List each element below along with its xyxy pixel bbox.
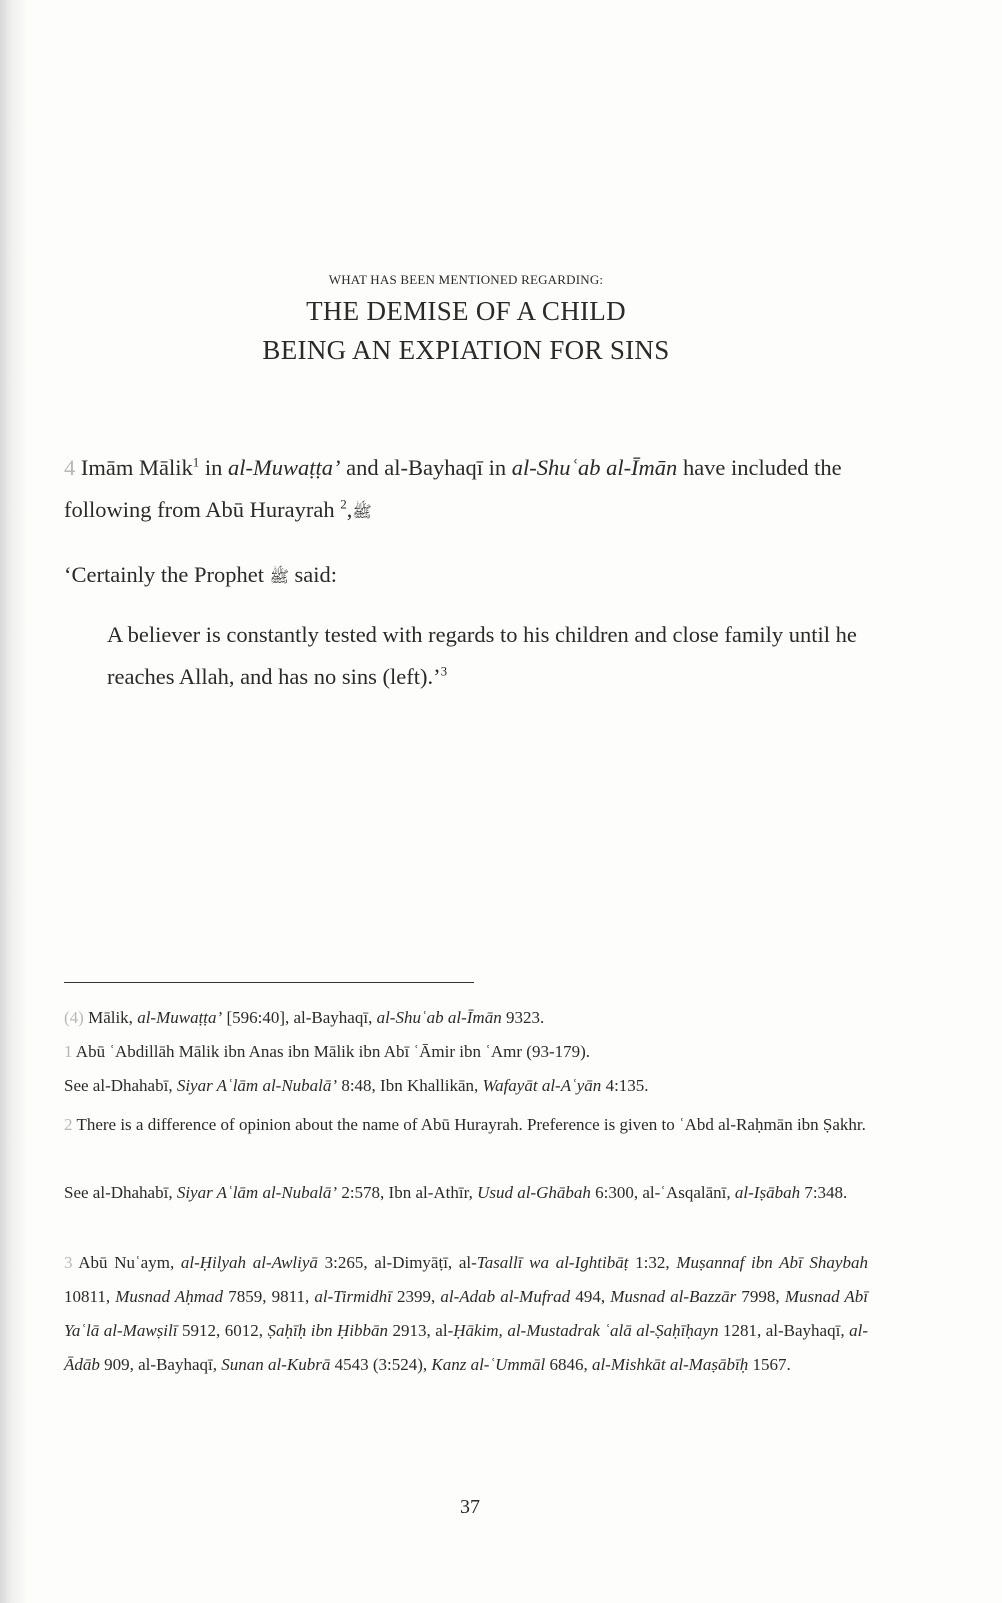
text-run: 6846, bbox=[545, 1355, 592, 1374]
quote-text: A believer is constantly tested with regards to his children and close family until he reaches Allah, and has no sins (left).’ bbox=[107, 622, 857, 689]
book-title: Tasallī wa al-Ightibāṭ bbox=[476, 1253, 629, 1272]
text-run: 5912, 6012, bbox=[177, 1321, 268, 1340]
text-run: Imām Mālik bbox=[80, 455, 193, 480]
book-title: al-Mishkāt al-Maṣābīḥ bbox=[591, 1355, 749, 1374]
text-run: 6:300, al-ʿAsqalānī, bbox=[590, 1183, 735, 1202]
text-run: 4:135. bbox=[601, 1076, 649, 1095]
text-run: See al-Dhahabī, bbox=[64, 1076, 177, 1095]
footnote-ref-2[interactable]: 2 bbox=[340, 496, 347, 512]
text-run: 7859, 9811, bbox=[223, 1287, 315, 1306]
book-title: al-Muwaṭṭa’ bbox=[137, 1008, 223, 1027]
footnote-2 bbox=[64, 1108, 868, 1142]
chapter-kicker: WHAT HAS BEEN MENTIONED REGARDING: bbox=[328, 272, 604, 287]
text-run: 2:578, Ibn al-Athīr, bbox=[337, 1183, 478, 1202]
text-run: 4543 (3:524), bbox=[330, 1355, 432, 1374]
chapter-title-line-2: BEING AN EXPIATION FOR SINS bbox=[262, 335, 670, 365]
book-title: al-Shuʿab al-Īmān bbox=[511, 455, 678, 480]
honorific-glyph: ﷺ bbox=[269, 569, 289, 586]
footnote-number: 2 bbox=[64, 1115, 73, 1134]
intro-paragraph bbox=[64, 447, 864, 534]
footnote-2-continued bbox=[64, 1176, 868, 1210]
footnote-1 bbox=[64, 1035, 868, 1069]
text-run: 1281, al-Bayhaqī, bbox=[718, 1321, 850, 1340]
narration-intro bbox=[64, 554, 864, 599]
book-title: Musnad Aḥmad bbox=[115, 1287, 224, 1306]
text-run: 9323. bbox=[501, 1008, 545, 1027]
book-title: al-Ādāb bbox=[64, 1321, 868, 1374]
text-run: have included the following from Abū Hurayrah bbox=[64, 455, 842, 522]
text-run: [596:40], al-Bayhaqī, bbox=[222, 1008, 377, 1027]
book-title: Siyar Aʿlām al-Nubalā’ bbox=[176, 1076, 338, 1095]
text-run: 8:48, Ibn Khallikān, bbox=[337, 1076, 483, 1095]
text-run: 1:32, bbox=[628, 1253, 677, 1272]
text-run: Abū ʿAbdillāh Mālik ibn Anas ibn Mālik ibn Abī ʿĀmir ibn ʿAmr (93-179). bbox=[72, 1042, 591, 1061]
footnote-4 bbox=[64, 1001, 868, 1035]
text-run: ‘Certainly the Prophet bbox=[64, 562, 270, 587]
page-gutter-shadow bbox=[0, 0, 28, 1603]
footnote-divider bbox=[64, 982, 474, 983]
text-run: , bbox=[346, 497, 353, 522]
chapter-title-line-1: THE DEMISE OF A CHILD bbox=[306, 296, 626, 326]
book-title: Muṣannaf ibn Abī Shaybah bbox=[676, 1253, 868, 1272]
book-title: Musnad Abī Yaʿlā al-Mawṣilī bbox=[64, 1287, 869, 1340]
text-run: 10811, bbox=[64, 1287, 116, 1306]
book-title: Ṣaḥīḥ ibn Ḥibbān bbox=[267, 1321, 389, 1340]
book-title: Wafayāt al-Aʿyān bbox=[482, 1076, 602, 1095]
book-title: al-Shuʿab al-Īmān bbox=[376, 1008, 502, 1027]
footnote-number: 1 bbox=[64, 1042, 73, 1061]
footnote-number: (4) bbox=[64, 1008, 84, 1027]
book-title: Kanz al-ʿUmmāl bbox=[431, 1355, 546, 1374]
text-run: There is a difference of opinion about the name of Abū Hurayrah. Preference is given to ʿAbd al-Raḥmān ibn Ṣakhr. bbox=[72, 1115, 866, 1134]
footnote-number: 3 bbox=[64, 1253, 73, 1272]
book-title: Ḥākim, al-Mustadrak ʿalā al-Ṣaḥīḥayn bbox=[453, 1321, 719, 1340]
footnote-1-continued bbox=[64, 1069, 868, 1103]
text-run: See al-Dhahabī, bbox=[64, 1183, 177, 1202]
honorific-glyph: ﷺ bbox=[352, 504, 372, 521]
book-title: al-Tirmidhī bbox=[314, 1287, 392, 1306]
text-run: 3:265, al-Dimyāṭī, al- bbox=[317, 1253, 477, 1272]
text-run: 7:348. bbox=[800, 1183, 848, 1202]
book-title: al-Muwaṭṭa’ bbox=[228, 455, 341, 480]
book-title: Musnad al-Bazzār bbox=[610, 1287, 737, 1306]
text-run: 2399, bbox=[391, 1287, 441, 1306]
paragraph-marker: 4 bbox=[64, 455, 76, 480]
text-run: in bbox=[199, 455, 228, 480]
text-run: 494, bbox=[570, 1287, 611, 1306]
book-title: al-Iṣābah bbox=[734, 1183, 801, 1202]
footnote-ref-3[interactable]: 3 bbox=[440, 663, 448, 679]
book-title: al-Ḥilyah al-Awliyā bbox=[180, 1253, 318, 1272]
text-run: Abū Nuʿaym, bbox=[72, 1253, 181, 1272]
hadith-quote bbox=[107, 614, 867, 698]
text-run: said: bbox=[288, 562, 338, 587]
text-run: 1567. bbox=[748, 1355, 791, 1374]
text-run: 2913, al- bbox=[388, 1321, 454, 1340]
text-run: 909, al-Bayhaqī, bbox=[99, 1355, 222, 1374]
text-run: 7998, bbox=[736, 1287, 785, 1306]
text-run: and al-Bayhaqī in bbox=[340, 455, 512, 480]
footnote-3 bbox=[64, 1246, 868, 1382]
text-run: Mālik, bbox=[83, 1008, 138, 1027]
footnote-ref-1[interactable]: 1 bbox=[192, 454, 200, 470]
book-title: al-Adab al-Mufrad bbox=[440, 1287, 571, 1306]
book-title: Siyar Aʿlām al-Nubalā’ bbox=[176, 1183, 338, 1202]
book-title: Usud al-Ghābah bbox=[477, 1183, 591, 1202]
page-number: 37 bbox=[460, 1496, 480, 1518]
book-title: Sunan al-Kubrā bbox=[221, 1355, 331, 1374]
